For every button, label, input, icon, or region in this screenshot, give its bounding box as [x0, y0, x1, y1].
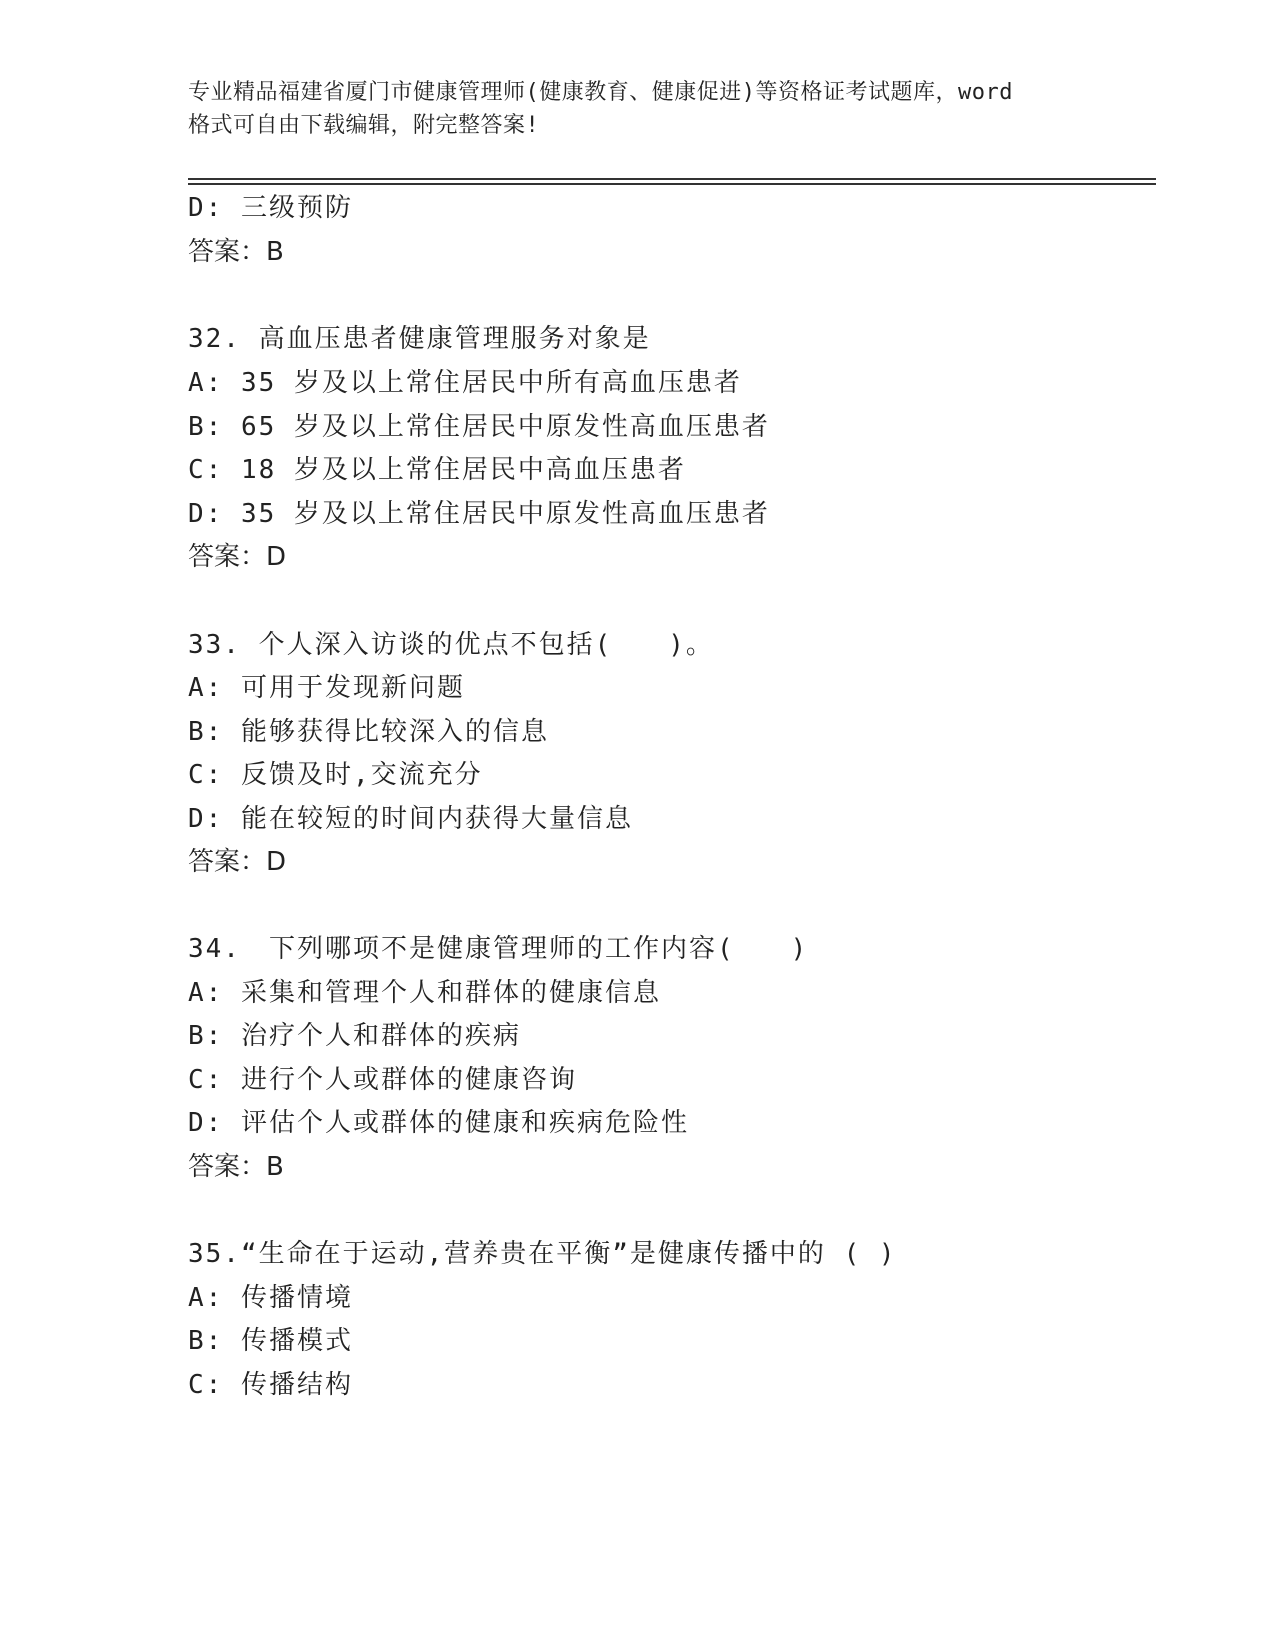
prev-answer: 答案：B — [188, 237, 284, 267]
header-line-1: 专业精品福建省厦门市健康管理师(健康教育、健康促进)等资格证考试题库，word — [188, 80, 1013, 105]
question-34-option-b: B: 治疗个人和群体的疾病 — [188, 1021, 521, 1051]
header-divider-bottom — [188, 183, 1156, 185]
question-32-answer: 答案：D — [188, 542, 287, 572]
question-32-option-d: D: 35 岁及以上常住居民中原发性高血压患者 — [188, 499, 770, 529]
question-35-option-c: C: 传播结构 — [188, 1370, 353, 1400]
question-32-option-c: C: 18 岁及以上常住居民中高血压患者 — [188, 455, 686, 485]
question-34-option-c: C: 进行个人或群体的健康咨询 — [188, 1065, 577, 1095]
question-34-stem: 34. 下列哪项不是健康管理师的工作内容( ) — [188, 934, 809, 964]
question-35-option-b: B: 传播模式 — [188, 1326, 353, 1356]
question-33-answer: 答案：D — [188, 847, 287, 877]
question-33-option-a: A: 可用于发现新问题 — [188, 673, 465, 703]
question-32-stem: 32. 高血压患者健康管理服务对象是 — [188, 324, 651, 354]
document-header — [188, 76, 1088, 142]
question-35-stem: 35.“生命在于运动,营养贵在平衡”是健康传播中的 ( ) — [188, 1239, 897, 1269]
prev-option-d: D: 三级预防 — [188, 193, 353, 223]
question-32-option-a: A: 35 岁及以上常住居民中所有高血压患者 — [188, 368, 742, 398]
header-divider-top — [188, 178, 1156, 180]
question-32-option-b: B: 65 岁及以上常住居民中原发性高血压患者 — [188, 412, 770, 442]
question-35-option-a: A: 传播情境 — [188, 1283, 353, 1313]
question-33-option-c: C: 反馈及时,交流充分 — [188, 760, 483, 790]
question-34-answer: 答案：B — [188, 1152, 284, 1182]
question-33-stem: 33. 个人深入访谈的优点不包括( )。 — [188, 630, 714, 660]
question-34-option-a: A: 采集和管理个人和群体的健康信息 — [188, 978, 661, 1008]
question-33-option-d: D: 能在较短的时间内获得大量信息 — [188, 804, 633, 834]
question-34-option-d: D: 评估个人或群体的健康和疾病危险性 — [188, 1108, 689, 1138]
question-33-option-b: B: 能够获得比较深入的信息 — [188, 717, 549, 747]
header-line-2: 格式可自由下载编辑，附完整答案! — [188, 113, 540, 138]
